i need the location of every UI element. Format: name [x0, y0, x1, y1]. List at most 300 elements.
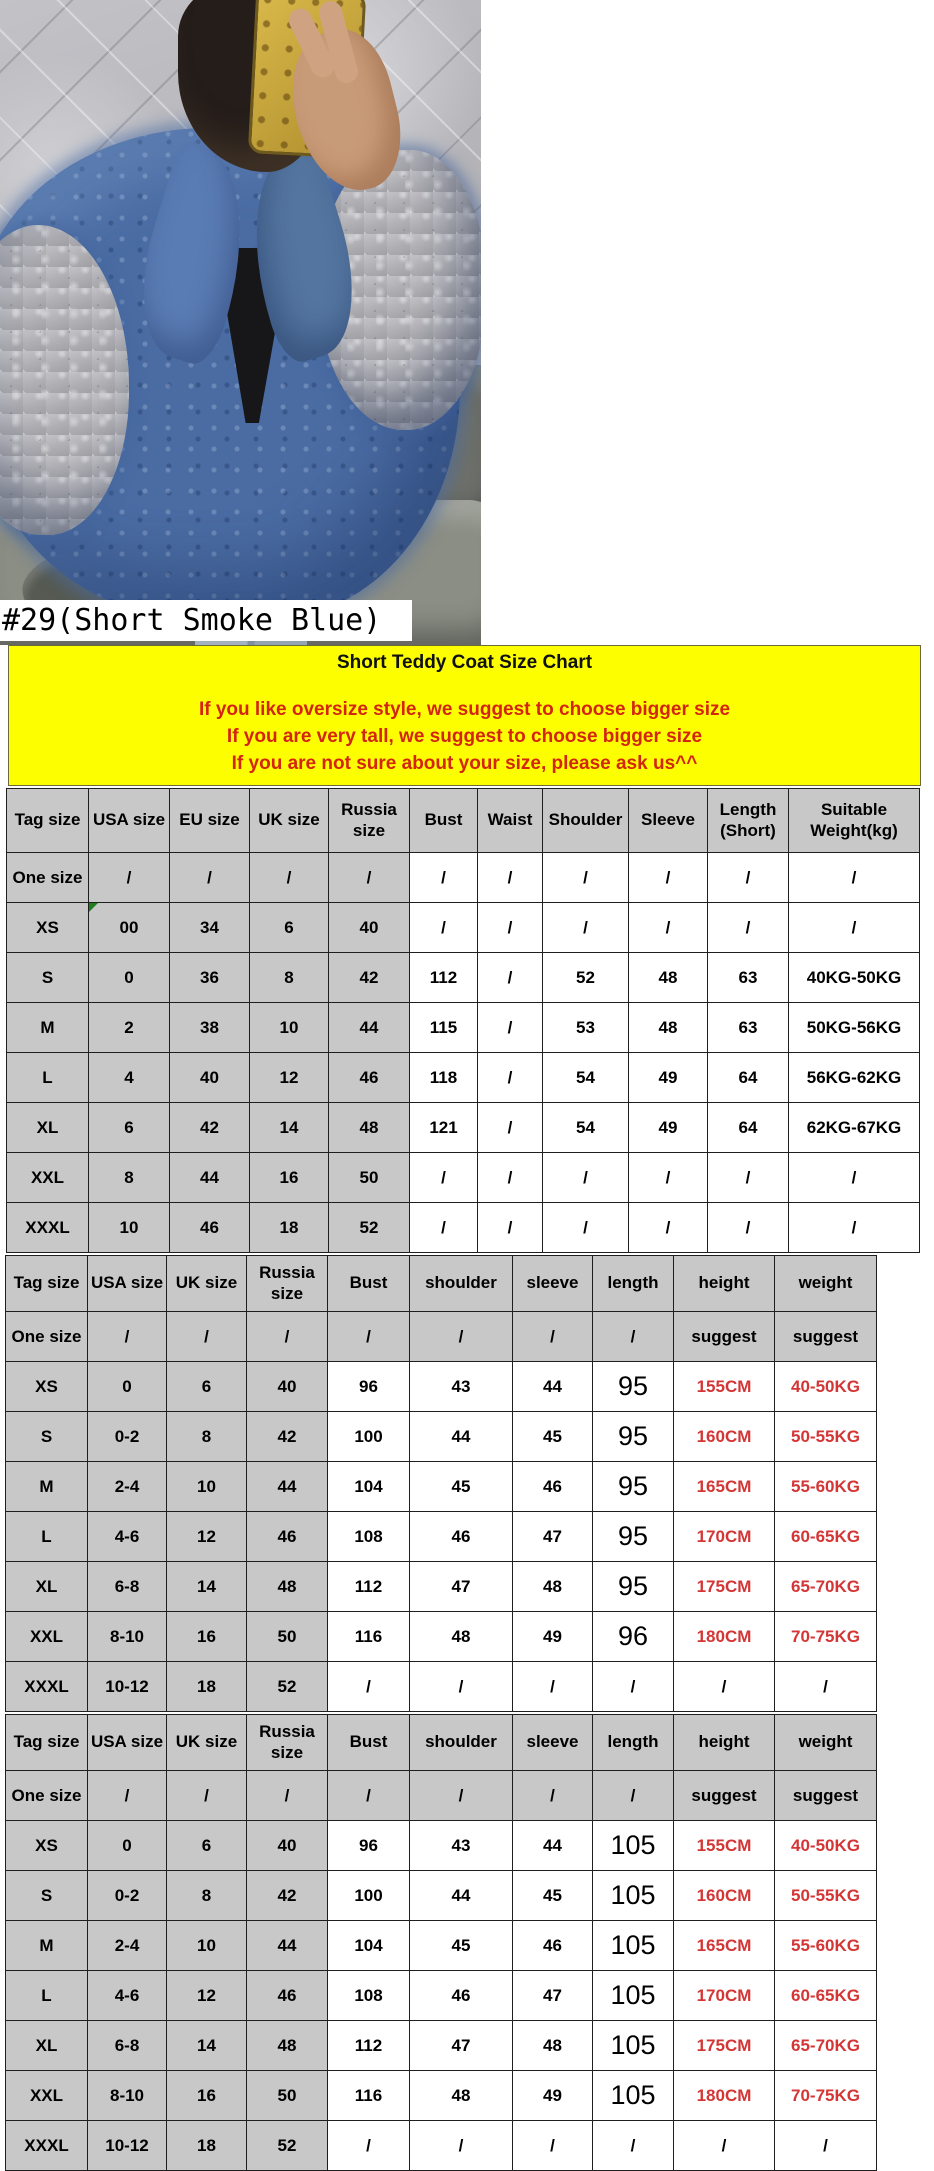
table-cell: 50-55KG — [775, 1412, 877, 1462]
table-cell: / — [789, 903, 920, 953]
table-cell: / — [543, 903, 629, 953]
table-row — [6, 1971, 877, 2021]
table-cell: 48 — [410, 1612, 513, 1662]
table-cell: 47 — [513, 1512, 593, 1562]
table-cell: 46 — [247, 1971, 328, 2021]
table-header-cell: USA size — [88, 1715, 167, 1771]
table-row — [6, 1921, 877, 1971]
table-cell: 14 — [167, 1562, 247, 1612]
table-cell: / — [789, 1203, 920, 1253]
table-cell: 40-50KG — [775, 1362, 877, 1412]
table-cell: 65-70KG — [775, 2021, 877, 2071]
table-cell: / — [329, 853, 410, 903]
table-cell: 155CM — [674, 1821, 775, 1871]
table-cell: One size — [6, 1771, 88, 1821]
table-cell: 180CM — [674, 1612, 775, 1662]
table-cell: XXXL — [6, 1662, 88, 1712]
table-cell: 42 — [170, 1103, 250, 1153]
table-cell: 55-60KG — [775, 1462, 877, 1512]
table-cell: / — [513, 1662, 593, 1712]
product-photo — [0, 0, 481, 645]
table-cell: 16 — [167, 1612, 247, 1662]
table-row — [6, 1512, 877, 1562]
table-header-cell: Shoulder — [543, 789, 629, 853]
table-cell: / — [789, 1153, 920, 1203]
table-cell: 8-10 — [88, 1612, 167, 1662]
banner-notes — [9, 696, 920, 777]
table-cell: 70-75KG — [775, 2071, 877, 2121]
table-cell: 45 — [513, 1412, 593, 1462]
table-cell: M — [6, 1921, 88, 1971]
table-cell: 2-4 — [88, 1462, 167, 1512]
table-cell: 95 — [593, 1512, 674, 1562]
table-cell: 49 — [513, 2071, 593, 2121]
table-cell: / — [629, 1203, 708, 1253]
table-cell: suggest — [674, 1312, 775, 1362]
table-cell: 48 — [247, 2021, 328, 2071]
table-header-cell: Sleeve — [629, 789, 708, 853]
table-cell: 121 — [410, 1103, 478, 1153]
table-cell: 108 — [328, 1512, 410, 1562]
cell-corner-marker-icon — [89, 903, 98, 912]
table-header-cell: UK size — [250, 789, 329, 853]
table-header-cell: length — [593, 1256, 674, 1312]
table-cell: / — [328, 1312, 410, 1362]
table-cell: 49 — [513, 1612, 593, 1662]
table-cell: / — [89, 853, 170, 903]
table-row — [6, 1871, 877, 1921]
table-cell: 45 — [410, 1462, 513, 1512]
table-cell: 44 — [513, 1821, 593, 1871]
table-cell: 2 — [89, 1003, 170, 1053]
table-cell: 115 — [410, 1003, 478, 1053]
table-cell: / — [789, 853, 920, 903]
table-cell: / — [478, 1203, 543, 1253]
table-cell: 46 — [513, 1462, 593, 1512]
table-header-cell: sleeve — [513, 1256, 593, 1312]
table-header-row — [7, 789, 920, 853]
table-cell: One size — [6, 1312, 88, 1362]
table-cell: 52 — [543, 953, 629, 1003]
table-cell: 45 — [410, 1921, 513, 1971]
table-cell: 14 — [250, 1103, 329, 1153]
table-cell: 160CM — [674, 1871, 775, 1921]
table-cell: 6 — [167, 1362, 247, 1412]
table-cell: / — [593, 1312, 674, 1362]
table-header-cell: Bust — [328, 1715, 410, 1771]
table-cell: 56KG-62KG — [789, 1053, 920, 1103]
table-cell: 54 — [543, 1103, 629, 1153]
table-cell: 175CM — [674, 1562, 775, 1612]
table-cell: 100 — [328, 1412, 410, 1462]
table-cell: 40 — [170, 1053, 250, 1103]
table-cell: 155CM — [674, 1362, 775, 1412]
table-cell: S — [6, 1871, 88, 1921]
table-cell: 40 — [247, 1362, 328, 1412]
table-cell: 48 — [513, 1562, 593, 1612]
table-cell: / — [629, 903, 708, 953]
table-cell: suggest — [775, 1771, 877, 1821]
table-header-cell: Bust — [328, 1256, 410, 1312]
table-cell: 0 — [88, 1821, 167, 1871]
table-cell: 95 — [593, 1412, 674, 1462]
table-cell: suggest — [674, 1771, 775, 1821]
table-cell: / — [543, 1153, 629, 1203]
size-table-length-95 — [5, 1255, 877, 1712]
table-cell: L — [6, 1971, 88, 2021]
table-cell: / — [674, 2121, 775, 2171]
table-cell: / — [250, 853, 329, 903]
table-cell: 105 — [593, 2071, 674, 2121]
table-cell: 2-4 — [88, 1921, 167, 1971]
table-cell: 42 — [329, 953, 410, 1003]
table-cell: 6 — [89, 1103, 170, 1153]
table-cell: / — [593, 2121, 674, 2171]
table-cell: 48 — [410, 2071, 513, 2121]
table-cell: 49 — [629, 1053, 708, 1103]
table-cell: / — [543, 1203, 629, 1253]
table-cell: / — [478, 853, 543, 903]
banner-note: If you like oversize style, we suggest to choose bigger size — [198, 699, 731, 720]
table-cell: XXL — [7, 1153, 89, 1203]
table-cell: 105 — [593, 1971, 674, 2021]
table-cell: / — [513, 1312, 593, 1362]
table-cell: M — [6, 1462, 88, 1512]
table-cell: 44 — [410, 1871, 513, 1921]
table-cell: / — [167, 1312, 247, 1362]
table-header-cell: length — [593, 1715, 674, 1771]
table-header-cell: Russia size — [247, 1715, 328, 1771]
table-cell: 46 — [247, 1512, 328, 1562]
table-cell: 165CM — [674, 1921, 775, 1971]
table-header-cell: shoulder — [410, 1256, 513, 1312]
table-row — [6, 1312, 877, 1362]
table-cell: 63 — [708, 1003, 789, 1053]
table-cell: 116 — [328, 1612, 410, 1662]
table-cell: 8 — [167, 1871, 247, 1921]
table-cell: 6-8 — [88, 2021, 167, 2071]
table-cell: 12 — [167, 1512, 247, 1562]
table-row — [7, 1153, 920, 1203]
table-cell: / — [513, 1771, 593, 1821]
table-cell: 70-75KG — [775, 1612, 877, 1662]
table-cell: 95 — [593, 1562, 674, 1612]
table-cell: / — [478, 1103, 543, 1153]
table-cell: 105 — [593, 1821, 674, 1871]
table-cell: 0 — [88, 1362, 167, 1412]
size-table-short-length — [6, 788, 920, 1253]
table-cell: 45 — [513, 1871, 593, 1921]
table-cell: 50 — [247, 2071, 328, 2121]
table-cell: 44 — [170, 1153, 250, 1203]
table-row — [6, 1562, 877, 1612]
table-cell: / — [410, 853, 478, 903]
table-cell: 104 — [328, 1921, 410, 1971]
table-cell: 48 — [629, 1003, 708, 1053]
table-cell: / — [328, 1662, 410, 1712]
table-cell: 46 — [410, 1971, 513, 2021]
table-cell: / — [674, 1662, 775, 1712]
table-cell: 40 — [329, 903, 410, 953]
table-cell: 47 — [513, 1971, 593, 2021]
color-caption: #29(Short Smoke Blue) — [0, 600, 412, 641]
table-cell: 53 — [543, 1003, 629, 1053]
table-cell: 42 — [247, 1871, 328, 1921]
table-cell: 48 — [629, 953, 708, 1003]
table-cell: 6 — [250, 903, 329, 953]
table-cell: / — [410, 1153, 478, 1203]
table-cell: 8-10 — [88, 2071, 167, 2121]
table-cell: 50-55KG — [775, 1871, 877, 1921]
table-cell: 55-60KG — [775, 1921, 877, 1971]
table-cell: 112 — [328, 2021, 410, 2071]
table-cell: 6 — [167, 1821, 247, 1871]
table-cell: 96 — [593, 1612, 674, 1662]
table-cell: 54 — [543, 1053, 629, 1103]
table-header-cell: Bust — [410, 789, 478, 853]
table-cell: / — [410, 1312, 513, 1362]
table-header-cell: shoulder — [410, 1715, 513, 1771]
table-cell: 4-6 — [88, 1512, 167, 1562]
table-header-cell: Tag size — [6, 1256, 88, 1312]
table-cell: / — [88, 1312, 167, 1362]
table-cell: 36 — [170, 953, 250, 1003]
table-cell: 44 — [247, 1921, 328, 1971]
table-cell: / — [328, 1771, 410, 1821]
table-cell: / — [410, 2121, 513, 2171]
table-cell: / — [247, 1771, 328, 1821]
table-cell: 100 — [328, 1871, 410, 1921]
table-header-cell: USA size — [89, 789, 170, 853]
table-row — [7, 903, 920, 953]
table-row — [7, 953, 920, 1003]
table-cell: / — [478, 953, 543, 1003]
table-cell: 95 — [593, 1462, 674, 1512]
table-cell: 8 — [167, 1412, 247, 1462]
table-cell: 112 — [410, 953, 478, 1003]
table-cell: 46 — [410, 1512, 513, 1562]
table-cell: 4 — [89, 1053, 170, 1103]
table-cell: / — [593, 1771, 674, 1821]
table-cell: / — [410, 1203, 478, 1253]
size-table-length-105 — [5, 1714, 877, 2171]
table-cell: 42 — [247, 1412, 328, 1462]
table-header-cell: Suitable Weight(kg) — [789, 789, 920, 853]
table-cell: / — [410, 1771, 513, 1821]
table-row — [6, 1462, 877, 1512]
table-cell: 44 — [513, 1362, 593, 1412]
table-cell: XL — [7, 1103, 89, 1153]
table-cell: / — [629, 1153, 708, 1203]
table-cell: 00 — [89, 903, 170, 953]
table-cell: 46 — [170, 1203, 250, 1253]
size-chart-banner — [8, 645, 921, 786]
table-cell: 18 — [250, 1203, 329, 1253]
table-cell: / — [410, 1662, 513, 1712]
table-cell: / — [328, 2121, 410, 2171]
table-cell: 105 — [593, 1921, 674, 1971]
table-cell: 105 — [593, 1871, 674, 1921]
table-cell: 10-12 — [88, 2121, 167, 2171]
table-cell: XXL — [6, 2071, 88, 2121]
table-cell: 116 — [328, 2071, 410, 2121]
table-header-cell: Tag size — [7, 789, 89, 853]
table-header-row — [6, 1715, 877, 1771]
table-row — [6, 2121, 877, 2171]
table-header-cell: USA size — [88, 1256, 167, 1312]
table-cell: / — [708, 1153, 789, 1203]
table-cell: 60-65KG — [775, 1971, 877, 2021]
table-cell: 95 — [593, 1362, 674, 1412]
table-cell: / — [513, 2121, 593, 2171]
table-cell: 112 — [328, 1562, 410, 1612]
table-cell: XXL — [6, 1612, 88, 1662]
table-cell: / — [708, 853, 789, 903]
table-cell: 38 — [170, 1003, 250, 1053]
table-cell: XXXL — [6, 2121, 88, 2171]
table-row — [7, 1103, 920, 1153]
table-row — [7, 1053, 920, 1103]
table-cell: 105 — [593, 2021, 674, 2071]
table-cell: S — [6, 1412, 88, 1462]
table-cell: / — [478, 1053, 543, 1103]
table-cell: 62KG-67KG — [789, 1103, 920, 1153]
table-header-cell: UK size — [167, 1715, 247, 1771]
table-cell: suggest — [775, 1312, 877, 1362]
table-cell: 65-70KG — [775, 1562, 877, 1612]
table-cell: 40-50KG — [775, 1821, 877, 1871]
table-cell: / — [410, 903, 478, 953]
table-cell: 64 — [708, 1053, 789, 1103]
table-cell: S — [7, 953, 89, 1003]
table-header-cell: height — [674, 1256, 775, 1312]
table-cell: 0-2 — [88, 1412, 167, 1462]
table-cell: 12 — [167, 1971, 247, 2021]
table-cell: / — [593, 1662, 674, 1712]
table-header-cell: Tag size — [6, 1715, 88, 1771]
table-cell: XS — [6, 1821, 88, 1871]
banner-note: If you are very tall, we suggest to choose bigger size — [226, 726, 703, 747]
table-cell: 49 — [629, 1103, 708, 1153]
table-cell: 16 — [250, 1153, 329, 1203]
table-cell: 18 — [167, 2121, 247, 2171]
table-cell: 170CM — [674, 1512, 775, 1562]
table-cell: XS — [7, 903, 89, 953]
table-cell: 50KG-56KG — [789, 1003, 920, 1053]
table-row — [6, 1362, 877, 1412]
table-header-cell: Russia size — [329, 789, 410, 853]
table-cell: M — [7, 1003, 89, 1053]
table-row — [7, 1003, 920, 1053]
table-cell: 52 — [329, 1203, 410, 1253]
table-cell: 48 — [247, 1562, 328, 1612]
table-row — [7, 1203, 920, 1253]
table-cell: 47 — [410, 1562, 513, 1612]
table-cell: / — [478, 1003, 543, 1053]
table-cell: / — [708, 903, 789, 953]
table-cell: 44 — [410, 1412, 513, 1462]
table-header-cell: Waist — [478, 789, 543, 853]
table-cell: 46 — [329, 1053, 410, 1103]
table-cell: L — [6, 1512, 88, 1562]
table-cell: L — [7, 1053, 89, 1103]
table-cell: 10-12 — [88, 1662, 167, 1712]
table-cell: 96 — [328, 1362, 410, 1412]
table-cell: / — [167, 1771, 247, 1821]
table-cell: 14 — [167, 2021, 247, 2071]
table-cell: 0 — [89, 953, 170, 1003]
table-cell: 63 — [708, 953, 789, 1003]
table-cell: 60-65KG — [775, 1512, 877, 1562]
table-cell: 170CM — [674, 1971, 775, 2021]
table-cell: 52 — [247, 1662, 328, 1712]
table-cell: XXXL — [7, 1203, 89, 1253]
table-cell: One size — [7, 853, 89, 903]
table-header-cell: sleeve — [513, 1715, 593, 1771]
table-cell: 4-6 — [88, 1971, 167, 2021]
table-row — [6, 1771, 877, 1821]
table-cell: 160CM — [674, 1412, 775, 1462]
table-cell: 104 — [328, 1462, 410, 1512]
table-row — [6, 2071, 877, 2121]
table-header-cell: Russia size — [247, 1256, 328, 1312]
table-cell: / — [88, 1771, 167, 1821]
table-cell: / — [478, 1153, 543, 1203]
table-row — [6, 2021, 877, 2071]
table-cell: 43 — [410, 1821, 513, 1871]
table-header-cell: UK size — [167, 1256, 247, 1312]
table-cell: 10 — [167, 1921, 247, 1971]
table-cell: / — [478, 903, 543, 953]
table-row — [7, 853, 920, 903]
table-cell: 18 — [167, 1662, 247, 1712]
table-header-cell: weight — [775, 1256, 877, 1312]
table-row — [6, 1612, 877, 1662]
table-header-cell: weight — [775, 1715, 877, 1771]
table-cell: 34 — [170, 903, 250, 953]
table-header-row — [6, 1256, 877, 1312]
table-cell: 46 — [513, 1921, 593, 1971]
table-header-cell: height — [674, 1715, 775, 1771]
table-cell: 50 — [247, 1612, 328, 1662]
table-cell: / — [247, 1312, 328, 1362]
table-cell: 44 — [247, 1462, 328, 1512]
table-cell: XS — [6, 1362, 88, 1412]
banner-title: Short Teddy Coat Size Chart — [336, 652, 593, 673]
table-cell: 47 — [410, 2021, 513, 2071]
table-row — [6, 1412, 877, 1462]
banner-note: If you are not sure about your size, please ask us^^ — [231, 753, 698, 774]
table-cell: 175CM — [674, 2021, 775, 2071]
table-cell: 52 — [247, 2121, 328, 2171]
table-cell: 6-8 — [88, 1562, 167, 1612]
table-cell: XL — [6, 2021, 88, 2071]
table-cell: 180CM — [674, 2071, 775, 2121]
table-row — [6, 1662, 877, 1712]
table-cell: 40 — [247, 1821, 328, 1871]
table-cell: 10 — [89, 1203, 170, 1253]
table-cell: 50 — [329, 1153, 410, 1203]
table-cell: 10 — [250, 1003, 329, 1053]
table-cell: 108 — [328, 1971, 410, 2021]
table-cell: 48 — [513, 2021, 593, 2071]
table-cell: / — [170, 853, 250, 903]
table-cell: / — [775, 1662, 877, 1712]
table-cell: 8 — [89, 1153, 170, 1203]
table-cell: 48 — [329, 1103, 410, 1153]
table-header-cell: Length (Short) — [708, 789, 789, 853]
table-cell: 16 — [167, 2071, 247, 2121]
